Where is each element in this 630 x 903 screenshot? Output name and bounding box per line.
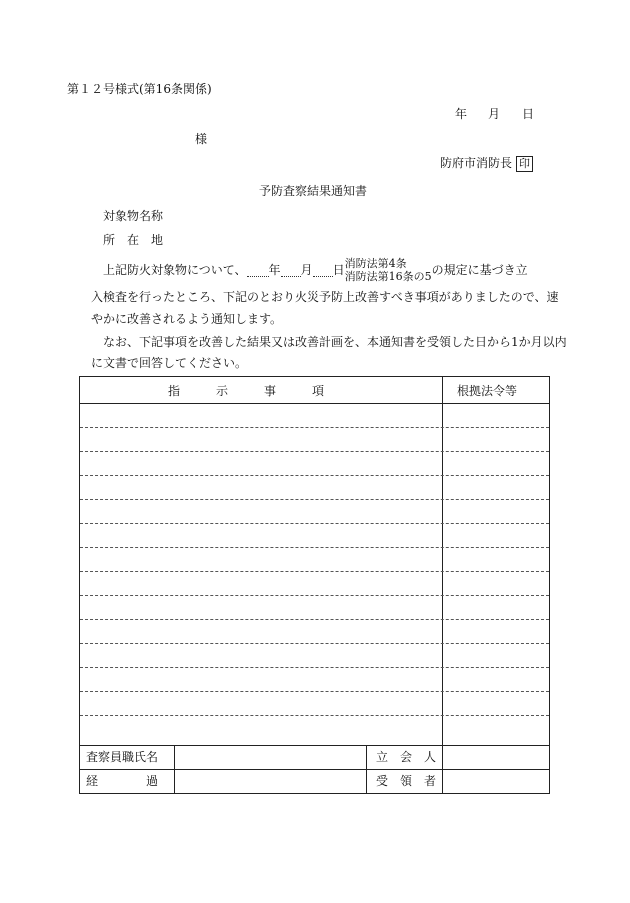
body-p1-start: 上記防火対象物について、 xyxy=(103,263,247,277)
law-option-2: 消防法第16条の5 xyxy=(344,270,432,283)
inspector-label: 査察員職氏名 xyxy=(86,750,159,764)
body-p1-after-law: の規定に基づき立 xyxy=(431,263,528,277)
issuer xyxy=(440,155,533,172)
date-month-label: 月 xyxy=(488,107,501,121)
table-row xyxy=(80,475,549,476)
table-row xyxy=(80,667,549,668)
table-row xyxy=(80,691,549,692)
footer-row-divider xyxy=(80,769,549,770)
body-p1-day: 日 xyxy=(332,263,345,277)
header-instructions: 指 示 事 項 xyxy=(168,384,325,398)
body-p1-year: 年 xyxy=(268,263,281,277)
table-row xyxy=(80,427,549,428)
day-blank xyxy=(313,264,333,277)
body-p1-line3: やかに改善されるよう通知します。 xyxy=(91,312,283,326)
progress-label: 経 過 xyxy=(86,774,159,788)
body-p1-month: 月 xyxy=(300,263,313,277)
column-divider xyxy=(442,377,443,794)
date-year-label: 年 xyxy=(455,107,468,121)
law-option-1: 消防法第4条 xyxy=(344,257,407,270)
table-row xyxy=(80,595,549,596)
body-p1-line1 xyxy=(103,256,528,284)
table-row xyxy=(80,619,549,620)
witness-label: 立 会 人 xyxy=(376,750,437,764)
footer-divider xyxy=(80,745,549,746)
document-title: 予防査察結果通知書 xyxy=(259,184,368,198)
seal-mark: 印 xyxy=(516,156,533,172)
header-legal-basis: 根拠法令等 xyxy=(457,384,518,398)
body-p1-line2: 入検査を行ったところ、下記のとおり火災予防上改善すべき事項がありましたので、速 xyxy=(91,290,559,304)
month-blank xyxy=(281,264,301,277)
table-row xyxy=(80,523,549,524)
body-p2-line2: に文書で回答してください。 xyxy=(91,356,248,370)
table-row xyxy=(80,547,549,548)
year-blank xyxy=(247,264,269,277)
header-divider xyxy=(80,403,549,404)
body-p2-line1: なお、下記事項を改善した結果又は改善計画を、本通知書を受領した日から1か月以内 xyxy=(103,335,567,349)
law-options xyxy=(345,257,432,283)
object-name-label: 対象物名称 xyxy=(103,209,164,223)
date-day-label: 日 xyxy=(522,107,535,121)
addressee-suffix: 様 xyxy=(195,132,208,146)
issuer-name: 防府市消防長 xyxy=(440,156,513,170)
location-label: 所 在 地 xyxy=(103,233,164,247)
table-row xyxy=(80,499,549,500)
table-row xyxy=(80,571,549,572)
form-number: 第１２号様式(第16条関係) xyxy=(67,82,212,96)
table-row xyxy=(80,643,549,644)
table-row xyxy=(80,715,549,716)
recipient-label: 受 領 者 xyxy=(376,774,437,788)
table-row xyxy=(80,451,549,452)
instructions-table xyxy=(79,376,550,794)
